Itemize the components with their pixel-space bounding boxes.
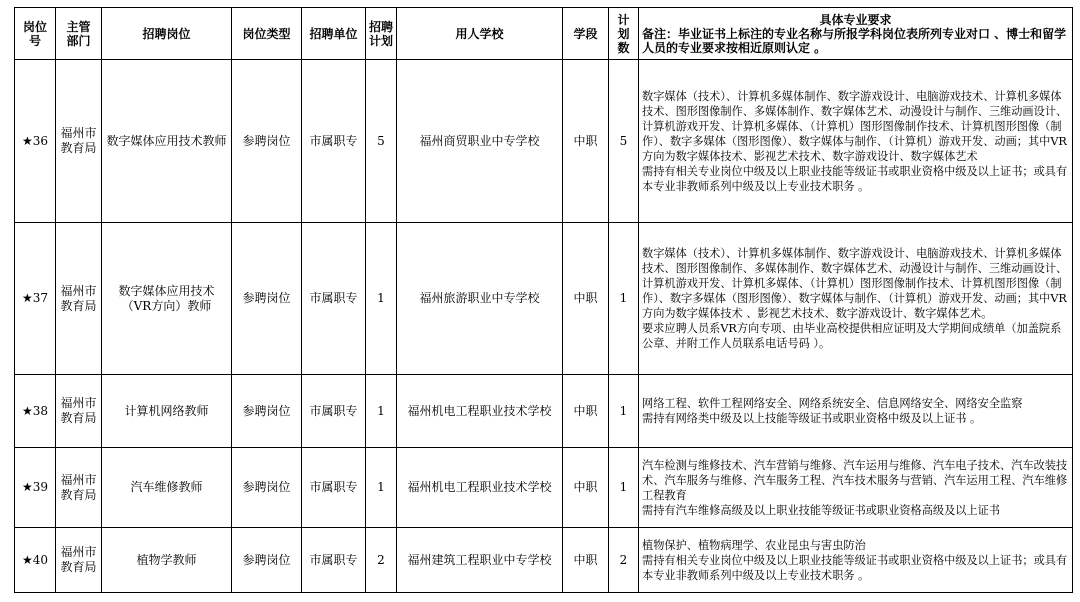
position: 数字媒体应用技术教师 — [102, 60, 232, 223]
header-requirements — [639, 8, 1073, 60]
requirements: 植物保护、植物病理学、农业昆虫与害虫防治 需持有相关专业岗位中级及以上职业技能等级证书或职业资格中级及以上证书；或具有本专业非教师系列中级及以上专业技术职务 。 — [639, 528, 1073, 593]
hiring-unit: 市属职专 — [302, 375, 366, 448]
hiring-unit: 市属职专 — [302, 528, 366, 593]
requirements: 汽车检测与维修技术、汽车营销与维修、汽车运用与维修、汽车电子技术、汽车改装技术、汽车服务与维修、汽车服务工程、汽车技术服务与营销、汽车运用工程、汽车维修工程教育 需持有汽车维修高级及以上职业技能等级证书或职业资格高级及以上证书 — [639, 448, 1073, 528]
table-row — [15, 528, 1073, 593]
post-id: ★37 — [15, 223, 56, 375]
school: 福州建筑工程职业中专学校 — [397, 528, 563, 593]
school: 福州商贸职业中专学校 — [397, 60, 563, 223]
hiring-plan: 1 — [366, 448, 397, 528]
hiring-plan: 5 — [366, 60, 397, 223]
table-row — [15, 448, 1073, 528]
recruitment-table-container — [14, 7, 1073, 593]
header-school: 用人学校 — [397, 8, 563, 60]
position: 计算机网络教师 — [102, 375, 232, 448]
department: 福州市 教育局 — [56, 448, 102, 528]
position: 数字媒体应用技术 （VR方向）教师 — [102, 223, 232, 375]
post-type: 参聘岗位 — [232, 375, 302, 448]
school: 福州机电工程职业技术学校 — [397, 448, 563, 528]
header-post-type: 岗位类型 — [232, 8, 302, 60]
department: 福州市 教育局 — [56, 375, 102, 448]
stage: 中职 — [563, 528, 609, 593]
stage: 中职 — [563, 223, 609, 375]
table-row — [15, 375, 1073, 448]
recruitment-table — [14, 7, 1073, 593]
requirements: 数字媒体（技术）、计算机多媒体制作、数字游戏设计、电脑游戏技术、计算机多媒体技术、图形图像制作、多媒体制作、数字媒体艺术、动漫设计与制作、三维动画设计、计算机游戏开发、计算机多媒体、（计算机）图形图像制作技术、计算机图形图像（制作）、数字多媒体（图形图像）、数字媒体与制作、（计算机）游戏开发、动画；其中VR方向为数字媒体技术、影视艺术技术、数字游戏设计、数字媒体艺术 需持有相关专业岗位中级及以上职业技能等级证书或职业资格中级及以上证书；或具有本专业非教师系列中级及以上专业技术职务 。 — [639, 60, 1073, 223]
header-stage: 学段 — [563, 8, 609, 60]
post-type: 参聘岗位 — [232, 448, 302, 528]
post-type: 参聘岗位 — [232, 528, 302, 593]
hiring-plan: 2 — [366, 528, 397, 593]
hiring-unit: 市属职专 — [302, 60, 366, 223]
header-position: 招聘岗位 — [102, 8, 232, 60]
requirements-title: 具体专业要求 — [819, 12, 892, 27]
post-type: 参聘岗位 — [232, 223, 302, 375]
stage: 中职 — [563, 60, 609, 223]
position: 汽车维修教师 — [102, 448, 232, 528]
hiring-plan: 1 — [366, 223, 397, 375]
header-quota: 计划 数 — [609, 8, 639, 60]
post-id: ★36 — [15, 60, 56, 223]
stage: 中职 — [563, 448, 609, 528]
quota: 1 — [609, 223, 639, 375]
header-hiring-plan: 招聘 计划 — [366, 8, 397, 60]
header-row — [15, 8, 1073, 60]
school: 福州机电工程职业技术学校 — [397, 375, 563, 448]
requirements: 网络工程、软件工程网络安全、网络系统安全、信息网络安全、网络安全监察 需持有网络类中级及以上技能等级证书或职业资格中级及以上证书 。 — [639, 375, 1073, 448]
quota: 1 — [609, 375, 639, 448]
hiring-unit: 市属职专 — [302, 223, 366, 375]
quota: 5 — [609, 60, 639, 223]
department: 福州市 教育局 — [56, 60, 102, 223]
hiring-plan: 1 — [366, 375, 397, 448]
stage: 中职 — [563, 375, 609, 448]
quota: 2 — [609, 528, 639, 593]
requirements-note: 备注：毕业证书上标注的专业名称与所报学科岗位表所列专业对口 、博士和留学人员的专业要求按相近原则认定 。 — [642, 26, 1067, 55]
quota: 1 — [609, 448, 639, 528]
requirements: 数字媒体（技术）、计算机多媒体制作、数字游戏设计、电脑游戏技术、计算机多媒体技术、图形图像制作、多媒体制作、数字媒体艺术、动漫设计与制作、三维动画设计、计算机游戏开发、计算机多媒体、（计算机）图形图像制作技术、计算机图形图像（制作）、数字多媒体（图形图像）、数字媒体与制作、（计算机）游戏开发、动画；其中VR方向为数字媒体技术 、影视艺术技术、数字游戏设计、数字媒体艺术。 要求应聘人员系VR方向专项、由毕业高校提供相应证明及大学期间成绩单（加盖院系公章、并附工作人员联系电话号码 ）。 — [639, 223, 1073, 375]
department: 福州市 教育局 — [56, 528, 102, 593]
header-hiring-unit: 招聘单位 — [302, 8, 366, 60]
header-department: 主管 部门 — [56, 8, 102, 60]
table-row — [15, 223, 1073, 375]
post-id: ★39 — [15, 448, 56, 528]
post-id: ★38 — [15, 375, 56, 448]
position: 植物学教师 — [102, 528, 232, 593]
department: 福州市 教育局 — [56, 223, 102, 375]
school: 福州旅游职业中专学校 — [397, 223, 563, 375]
hiring-unit: 市属职专 — [302, 448, 366, 528]
post-id: ★40 — [15, 528, 56, 593]
post-type: 参聘岗位 — [232, 60, 302, 223]
header-post-id: 岗位 号 — [15, 8, 56, 60]
table-row — [15, 60, 1073, 223]
